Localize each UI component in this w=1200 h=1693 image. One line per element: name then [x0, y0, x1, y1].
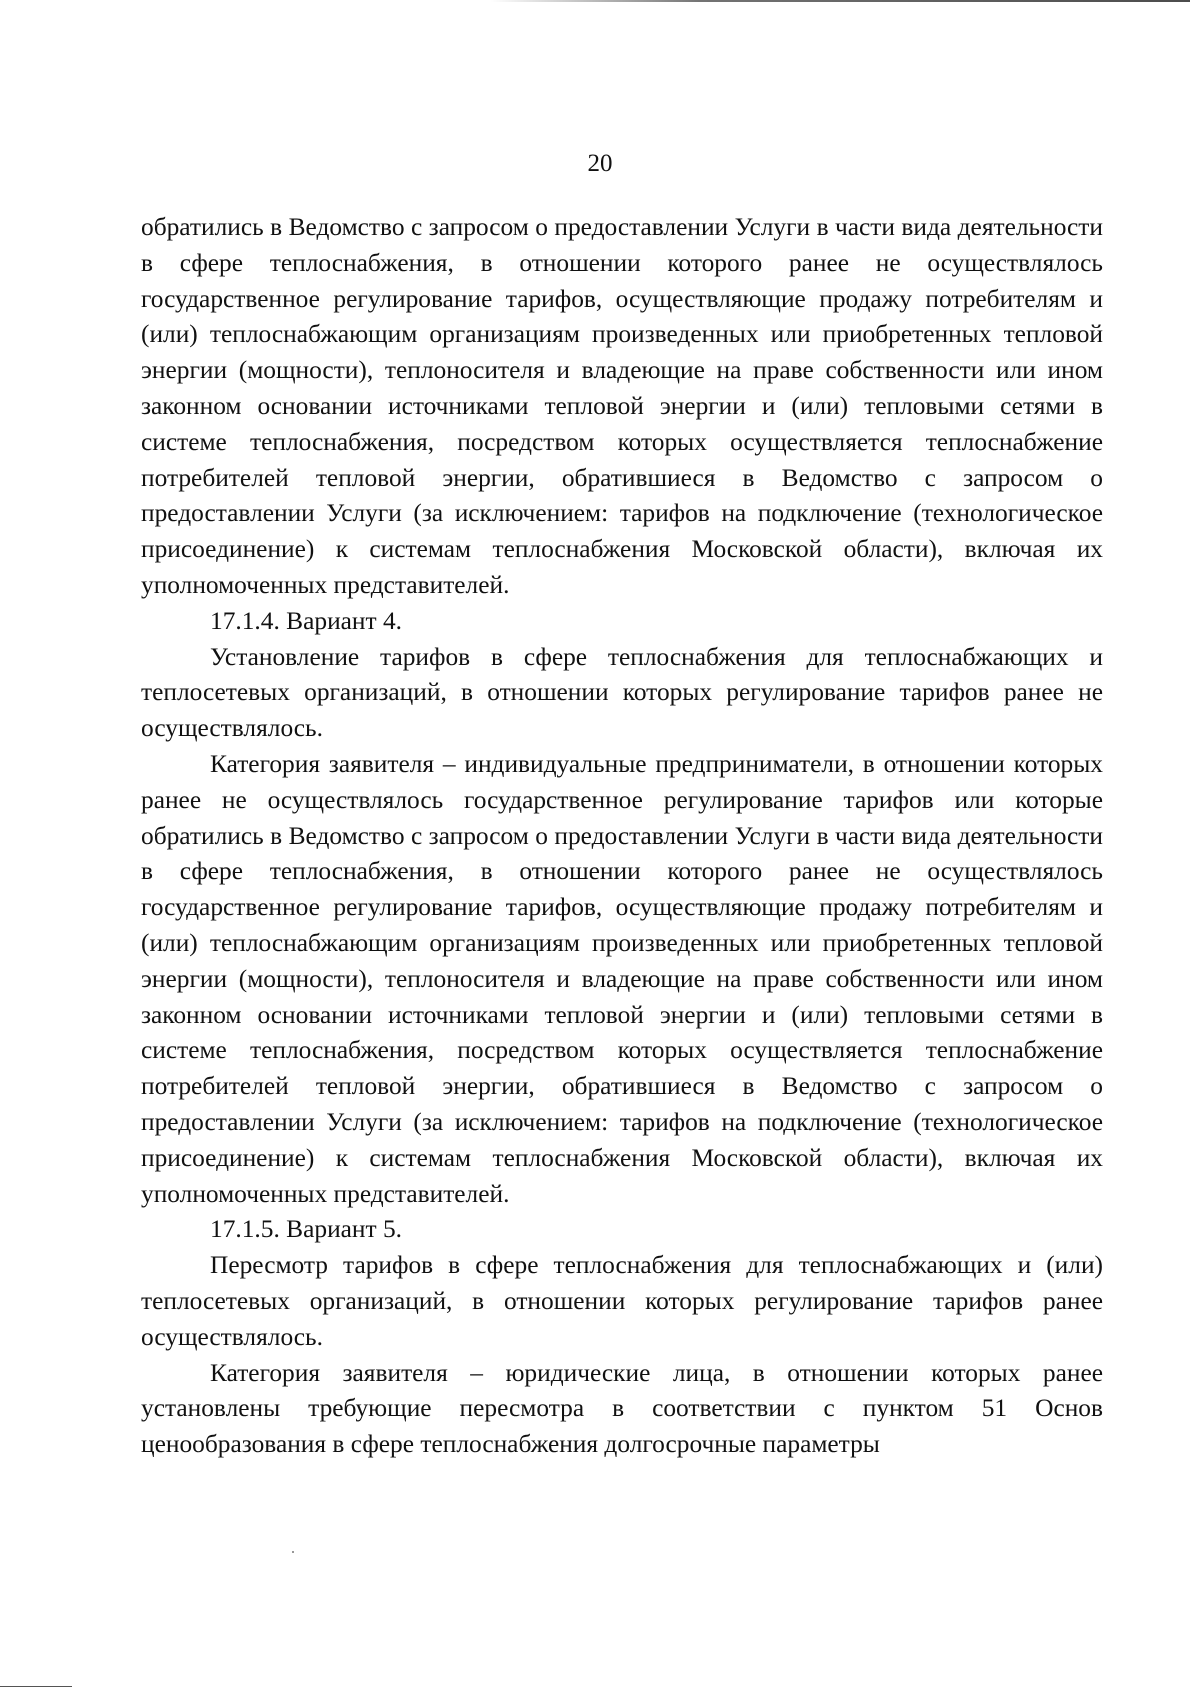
paragraph-continuation: обратились в Ведомство с запросом о предоставлении Услуги в части вида деятельности в сфере теплоснабжения, в отношении которого ранее не осуществлялось государственное регулирование тарифов, осуществляющие продажу потребителям и (или) теплоснабжающим организациям произведенных или приобретенных тепловой энергии (мощности), теплоносителя и владеющие на праве собственности или ином законном основании источниками тепловой энергии и (или) тепловыми сетями в системе теплоснабжения, посредством которых осуществляется теплоснабжение потребителей тепловой энергии, обратившиеся в Ведомство с запросом о предоставлении Услуги (за исключением: тарифов на подключение (технологическое присоединение) к системам теплоснабжения Московской области), включая их уполномоченных представителей. — [141, 213, 1103, 599]
section-heading-variant-5: 17.1.5. Вариант 5. — [210, 1215, 403, 1244]
paragraph-variant-5-applicant-category: Категория заявителя – юридические лица, в отношении которых ранее установлены требующие пересмотра в соответствии с пунктом 51 Основ ценообразования в сфере теплоснабжения долгосрочные параметры — [141, 1358, 1103, 1459]
scan-corner-mark — [0, 1686, 72, 1693]
section-heading-variant-4: 17.1.4. Вариант 4. — [210, 606, 403, 635]
scan-speck — [292, 1551, 294, 1553]
paragraph-variant-4-purpose: Установление тарифов в сфере теплоснабжения для теплоснабжающих и теплосетевых организаций, в отношении которых регулирование тарифов ранее не осуществлялось. — [141, 642, 1103, 743]
document-body — [141, 210, 1103, 1463]
paragraph-variant-5-purpose: Пересмотр тарифов в сфере теплоснабжения для теплоснабжающих и (или) теплосетевых организаций, в отношении которых регулирование тарифов ранее осуществлялось. — [141, 1251, 1103, 1351]
page-number: 20 — [587, 150, 613, 177]
paragraph-variant-4-applicant-category: Категория заявителя – индивидуальные предприниматели, в отношении которых ранее не осуществлялось государственное регулирование тарифов или которые обратились в Ведомство с запросом о предоставлении Услуги в части вида деятельности в сфере теплоснабжения, в отношении которого ранее не осуществлялось государственное регулирование тарифов, осуществляющие продажу потребителям и (или) теплоснабжающим организациям произведенных или приобретенных тепловой энергии (мощности), теплоносителя и владеющие на праве собственности или ином законном основании источниками тепловой энергии и (или) тепловыми сетями в системе теплоснабжения, посредством которых осуществляется теплоснабжение потребителей тепловой энергии, обратившиеся в Ведомство с запросом о предоставлении Услуги (за исключением: тарифов на подключение (технологическое присоединение) к системам теплоснабжения Московской области), включая их уполномоченных представителей. — [141, 749, 1103, 1208]
scan-edge-line — [490, 0, 1190, 2]
